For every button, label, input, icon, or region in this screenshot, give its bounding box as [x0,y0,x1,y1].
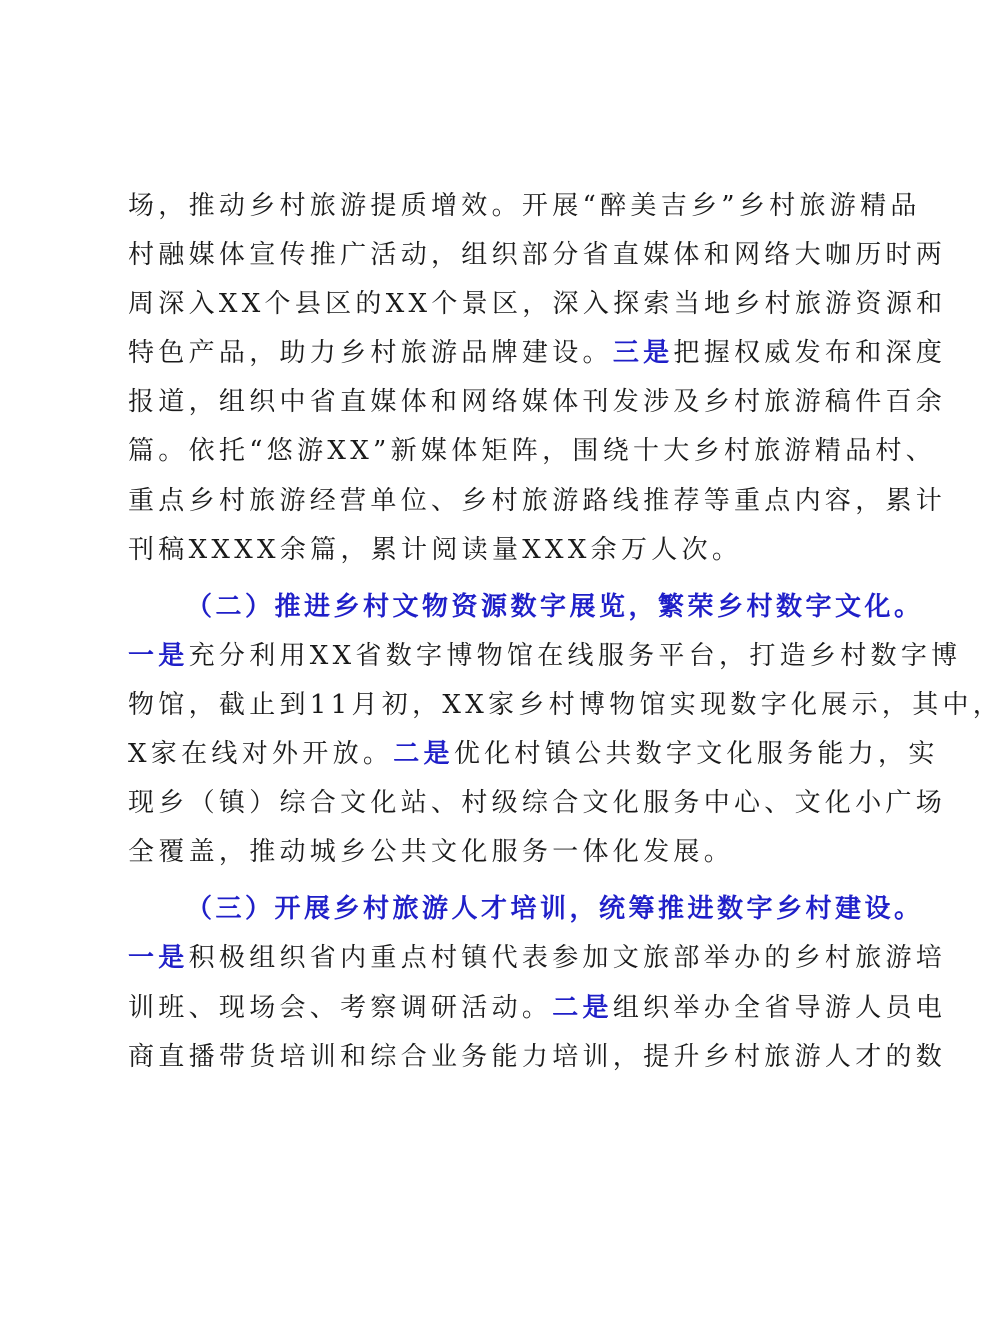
text-run: 把握权威发布和深度 [673,338,947,369]
body-line: 重点乡村旅游经营单位、乡村旅游路线推荐等重点内容，累计 [128,485,947,516]
text-run: 优化村镇公共数字文化服务能力，实 [453,739,939,770]
text-run: X家在线对外开放。 [128,739,394,770]
paragraph-gap [128,575,833,583]
document-body [128,182,1003,1082]
body-line: 篇。依托“悠游XX”新媒体矩阵，围绕十大乡村旅游精品村、 [128,436,937,467]
emphasis-keyword: 一是 [128,640,189,671]
emphasis-keyword: 二是 [393,739,454,770]
text-run: 组织举办全省导游人员电 [612,992,947,1023]
body-line: 物馆，截止到11月初，XX家乡村博物馆实现数字化展示，其中， [128,689,1003,720]
body-line: 商直播带货培训和综合业务能力培训，提升乡村旅游人才的数 [128,1041,947,1072]
body-line: 周深入XX个县区的XX个景区，深入探索当地乡村旅游资源和 [128,289,947,320]
body-line: 村融媒体宣传推广活动，组织部分省直媒体和网络大咖历时两 [128,240,947,271]
text-run: 积极组织省内重点村镇代表参加文旅部举办的乡村旅游培 [188,943,947,974]
emphasis-keyword: 二是 [552,992,613,1023]
body-line [128,934,947,983]
section-heading-3: （三）开展乡村旅游人才培训，统筹推进数字乡村建设。 [186,894,924,925]
body-line: 刊稿XXXX余篇，累计阅读量XXX余万人次。 [128,534,743,565]
body-line [128,329,947,378]
body-line: 全覆盖，推动城乡公共文化服务一体化发展。 [128,837,735,868]
body-line: 场，推动乡村旅游提质增效。开展“醉美吉乡”乡村旅游精品 [128,191,921,221]
body-line [128,984,947,1033]
body-line [128,730,939,779]
text-run: 特色产品，助力乡村旅游品牌建设。 [128,338,613,369]
paragraph-gap [128,877,833,885]
text-run: 训班、现场会、考察调研活动。 [128,992,553,1023]
emphasis-keyword: 一是 [128,943,189,974]
body-line [128,632,962,681]
text-run: 充分利用XX省数字博物馆在线服务平台，打造乡村数字博 [188,640,962,671]
body-line: 现乡（镇）综合文化站、村级综合文化服务中心、文化小广场 [128,788,947,819]
emphasis-keyword: 三是 [612,338,674,369]
body-line: 报道，组织中省直媒体和网络媒体刊发涉及乡村旅游稿件百余 [128,387,947,418]
section-heading-2: （二）推进乡村文物资源数字展览，繁荣乡村数字文化。 [186,591,924,622]
